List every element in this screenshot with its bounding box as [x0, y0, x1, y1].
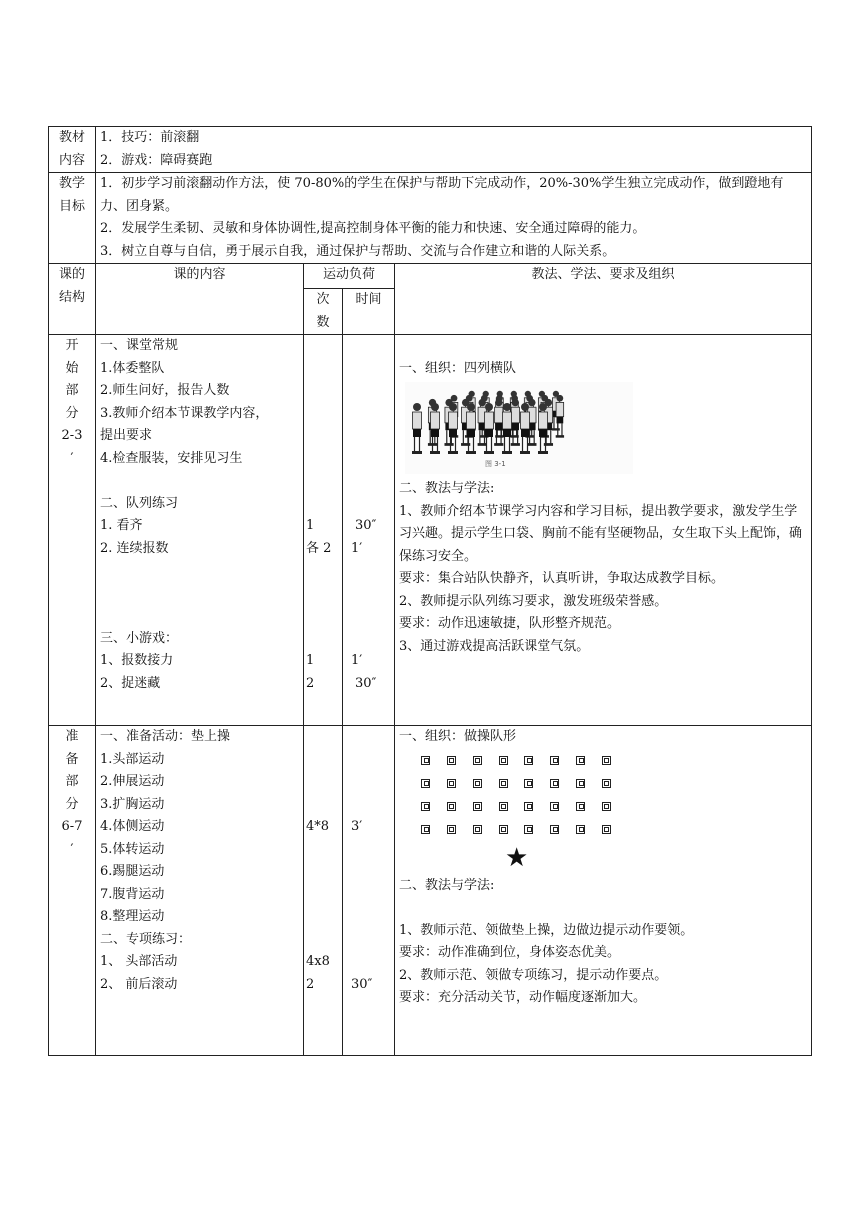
lesson-plan-page [48, 126, 811, 1056]
student-marker-icon [499, 825, 508, 834]
header-methods: 教法、学法、要求及组织 [395, 264, 812, 335]
student-marker-icon [602, 802, 611, 811]
part-title: 二、队列练习 [100, 495, 179, 511]
content-item: 1．技巧：前滚翻 [100, 130, 200, 145]
method-line: 要求：动作准确到位，身体姿态优美。 [399, 945, 621, 960]
label-teaching-goals [49, 173, 96, 264]
start-content [96, 335, 304, 726]
student-marker-icon [421, 825, 430, 834]
row-teaching-content [49, 127, 812, 173]
times-value: 2 [306, 675, 315, 691]
formation-row [421, 795, 611, 818]
header-load: 运动负荷 [304, 264, 395, 289]
start-durations [343, 335, 395, 726]
prep-methods [395, 726, 812, 1056]
method-line: 1、教师示范、领做垫上操，边做边提示动作要领。 [399, 922, 694, 938]
label-char: 2-3 [61, 428, 83, 443]
student-marker-icon [447, 779, 456, 788]
student-marker-icon [421, 756, 430, 765]
duration-value: 1′ [351, 653, 363, 668]
student-marker-icon [447, 825, 456, 834]
list-item: 1.体委整队 [100, 360, 165, 376]
label-char: 部 [65, 383, 79, 398]
list-item: 2、捉迷藏 [100, 675, 161, 691]
label-section-prep [49, 726, 96, 1056]
student-marker-icon [447, 802, 456, 811]
times-value: 4x8 [306, 954, 330, 969]
student-marker-icon [499, 756, 508, 765]
teaching-content-items [96, 127, 812, 173]
list-item: 7.腹背运动 [100, 886, 165, 902]
label-line: 教学 [58, 176, 85, 191]
four-row-formation-illustration [405, 382, 633, 474]
part-title: 一、课堂常规 [100, 338, 179, 353]
teaching-goals-items [96, 173, 812, 264]
method-line: 要求：充分活动关节，动作幅度逐渐加大。 [399, 990, 647, 1005]
student-marker-icon [576, 756, 585, 765]
student-marker-icon [550, 779, 559, 788]
times-value: 4*8 [306, 819, 330, 834]
header-line: 数 [316, 314, 330, 330]
times-value: 各 2 [306, 540, 332, 556]
student-marker-icon [499, 779, 508, 788]
student-marker-icon [499, 802, 508, 811]
organization-title: 一、组织：四列横队 [399, 360, 517, 376]
student-marker-icon [576, 825, 585, 834]
list-item: 8.整理运动 [100, 909, 165, 924]
list-item: 5.体转运动 [100, 841, 165, 857]
label-section-start [49, 335, 96, 726]
method-line: 要求：动作迅速敏捷，队形整齐规范。 [399, 616, 621, 631]
header-line: 结构 [58, 289, 85, 305]
label-char: 开 [65, 338, 79, 353]
student-marker-icon [550, 825, 559, 834]
student-marker-icon [550, 802, 559, 811]
goal-item: 2．发展学生柔韧、灵敏和身体协调性,提高控制身体平衡的能力和快速、安全通过障碍的能力。 [100, 221, 646, 236]
times-value: 1 [306, 518, 315, 533]
label-line: 目标 [58, 198, 85, 214]
student-marker-icon [473, 756, 482, 765]
header-times [304, 289, 343, 335]
method-line: 要求：集合站队快静齐，认真听讲，争取达成教学目标。 [399, 571, 725, 586]
method-title: 二、教法与学法: [399, 481, 495, 496]
content-item: 2．游戏：障碍赛跑 [100, 152, 213, 168]
list-item: 4.体侧运动 [100, 819, 165, 834]
prep-times [304, 726, 343, 1056]
list-item: 2、 前后滚动 [100, 976, 178, 992]
student-marker-icon [602, 825, 611, 834]
header-structure [49, 264, 96, 335]
student-marker-icon [473, 825, 482, 834]
method-line: 2、教师提示队列练习要求，激发班级荣誉感。 [399, 593, 668, 609]
duration-value: 30″ [355, 518, 377, 533]
student-marker-icon [447, 756, 456, 765]
student-marker-icon [576, 802, 585, 811]
student-marker-icon [473, 779, 482, 788]
prep-durations [343, 726, 395, 1056]
section-prep [49, 726, 812, 1056]
list-item: 1、 头部活动 [100, 954, 178, 969]
start-times [304, 335, 343, 726]
list-item: 2.伸展运动 [100, 774, 165, 789]
method-title: 二、教法与学法: [399, 877, 495, 893]
times-value: 1 [306, 653, 315, 668]
label-char: 备 [65, 751, 79, 767]
label-char: 始 [65, 360, 79, 376]
header-content: 课的内容 [96, 264, 304, 335]
label-char: 分 [65, 405, 79, 421]
list-item: 3.教师介绍本节课教学内容， [100, 405, 269, 421]
exercise-formation-grid [421, 749, 611, 841]
duration-value: 30″ [355, 675, 377, 691]
teacher-star-icon: ★ [505, 842, 529, 873]
part-title: 一、准备活动：垫上操 [100, 729, 231, 744]
header-row [49, 264, 812, 289]
goal-item: 3．树立自尊与自信，勇于展示自我，通过保护与帮助、交流与合作建立和谐的人际关系。 [100, 243, 616, 259]
prep-content [96, 726, 304, 1056]
list-item: 提出要求 [100, 428, 153, 443]
student-marker-icon [524, 756, 533, 765]
section-start [49, 335, 812, 726]
list-item: 2.师生问好，报告人数 [100, 383, 230, 398]
formation-row [421, 818, 611, 841]
method-line: 1、教师介绍本节课学习内容和学习目标，提出教学要求，激发学生学习兴趣。提示学生口袋、胸前不能有坚硬物品，女生取下头上配饰，确保练习安全。 [399, 503, 803, 564]
duration-value: 30″ [351, 976, 373, 992]
lesson-plan-table [48, 126, 812, 1056]
formation-row [421, 749, 611, 772]
duration-value: 3′ [351, 819, 363, 834]
list-item: 6.踢腿运动 [100, 864, 165, 879]
label-char: 准 [65, 729, 79, 744]
row-teaching-goals [49, 173, 812, 264]
label-char: 部 [65, 774, 79, 789]
list-item: 1. 看齐 [100, 518, 143, 533]
student-marker-icon [524, 779, 533, 788]
label-teaching-content [49, 127, 96, 173]
list-item: 1、报数接力 [100, 653, 174, 668]
student-marker-icon [524, 825, 533, 834]
list-item: 3.扩胸运动 [100, 796, 165, 812]
student-marker-icon [602, 756, 611, 765]
list-item: 2. 连续报数 [100, 540, 169, 556]
list-item: 1.头部运动 [100, 751, 165, 767]
formation-row [421, 772, 611, 795]
label-line: 内容 [58, 152, 85, 168]
times-value: 2 [306, 976, 315, 992]
list-item: 4.检查服装，安排见习生 [100, 450, 243, 466]
figure-caption: 图 3-1 [485, 460, 506, 468]
student-marker-icon [576, 779, 585, 788]
student-marker-icon [602, 779, 611, 788]
header-line: 课的 [58, 267, 85, 282]
method-line: 3、通过游戏提高活跃课堂气氛。 [399, 638, 590, 654]
start-methods [395, 335, 812, 726]
header-duration: 时间 [343, 289, 395, 335]
part-title: 三、小游戏： [100, 630, 179, 646]
label-char: 6-7 [61, 819, 83, 834]
formation-figure [405, 382, 633, 474]
student-marker-icon [473, 802, 482, 811]
method-line: 2、教师示范、领做专项练习，提示动作要点。 [399, 967, 668, 983]
student-figure [412, 403, 422, 454]
duration-value: 1′ [351, 540, 363, 556]
student-marker-icon [421, 802, 430, 811]
label-char: 分 [65, 796, 79, 812]
label-char: ′ [70, 841, 74, 857]
part-title: 二、专项练习： [100, 931, 192, 947]
label-char: ′ [70, 450, 74, 466]
student-marker-icon [550, 756, 559, 765]
header-line: 次 [316, 292, 330, 307]
student-marker-icon [524, 802, 533, 811]
goal-item: 1．初步学习前滚翻动作方法，使 70-80%的学生在保护与帮助下完成动作，20%-30%学生独立完成动作，做到蹬地有力、团身紧。 [100, 176, 784, 214]
label-line: 教材 [58, 130, 85, 145]
student-marker-icon [421, 779, 430, 788]
organization-title: 一、组织：做操队形 [399, 729, 517, 744]
